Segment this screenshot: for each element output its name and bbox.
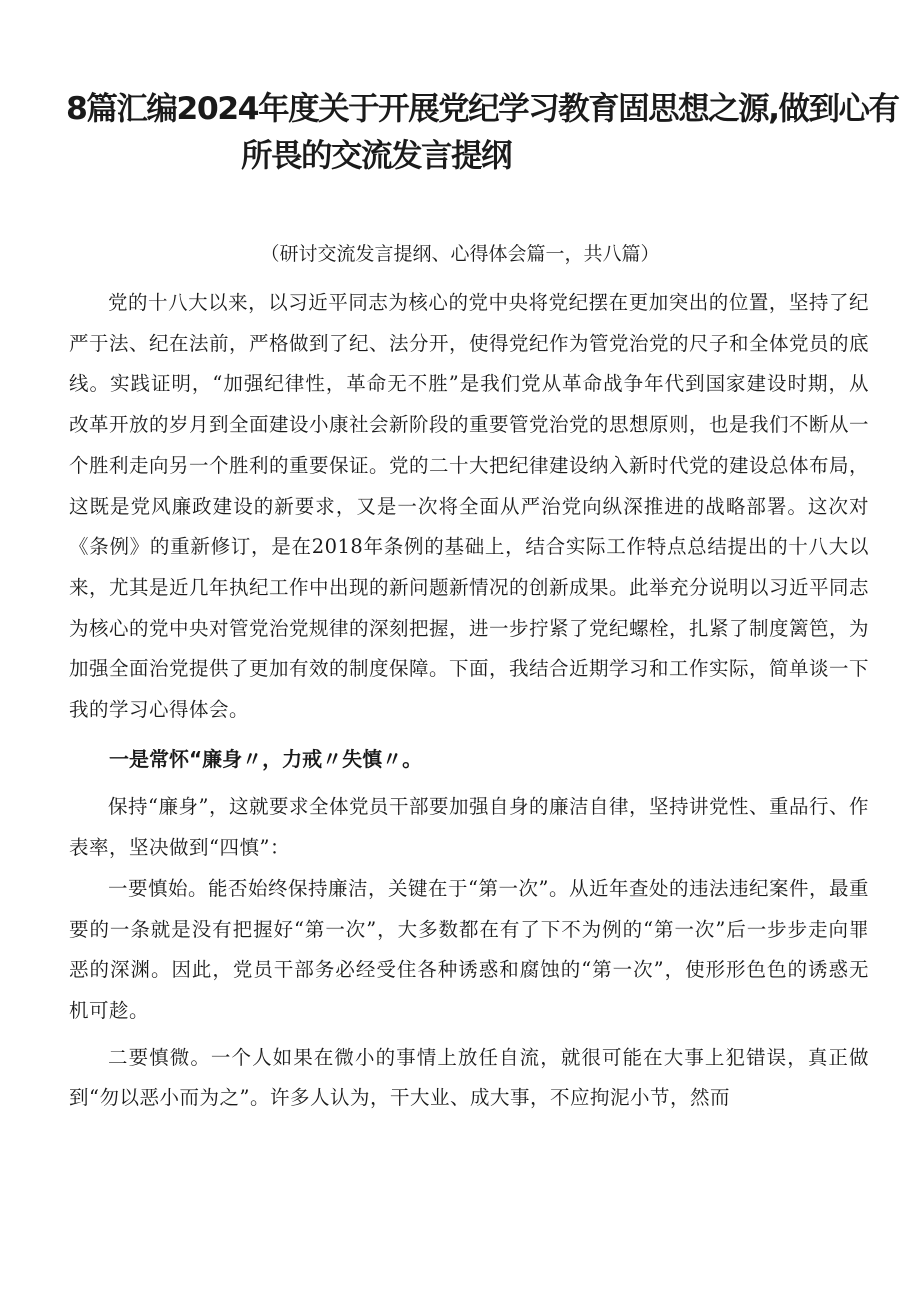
paragraph-shenwei: 二要慎微。一个人如果在微小的事情上放任自流，就很可能在大事上犯错误，真正做到“勿以恶小而为之”。许多人认为，干大业、成大事，不应拘泥小节，然而 [69,1045,869,1110]
paragraph-lianshen: 保持“廉身”，这就要求全体党员干部要加强自身的廉洁自律，坚持讲党性、重品行、作表率，坚决做到“四慎”： [69,795,869,860]
title-line-1: 8篇汇编2024年度关于开展党纪学习教育固思想之源,做到心有 [66,91,899,127]
paragraph-intro: 党的十八大以来，以习近平同志为核心的党中央将党纪摆在更加突出的位置，坚持了纪严于法、纪在法前，严格做到了纪、法分开，使得党纪作为管党治党的尺子和全体党员的底线。实践证明，“加强纪律性，革命无不胜”是我们党从革命战争年代到国家建设时期，从改革开放的岁月到全面建设小康社会新阶段的重要管党治党的思想原则，也是我们不断从一个胜利走向另一个胜利的重要保证。党的二十大把纪律建设纳入新时代党的建设总体布局，这既是党风廉政建设的新要求，又是一次将全面从严治党向纵深推进的战略部署。这次对《条例》的重新修订，是在2018年条例的基础上，结合实际工作特点总结提出的十八大以来，尤其是近几年执纪工作中出现的新问题新情况的创新成果。此举充分说明以习近平同志为核心的党中央对管党治党规律的深刻把握，进一步拧紧了党纪螺栓，扎紧了制度篱笆，为加强全面治党提供了更加有效的制度保障。下面，我结合近期学习和工作实际，简单谈一下我的学习心得体会。 [69,291,870,722]
section-heading: 一是常怀“廉身〃，力戒〃失慎〃。 [109,746,423,771]
title-line-2: 所畏的交流发言提纲 [241,138,512,174]
paragraph-shenshi: 一要慎始。能否始终保持廉洁，关键在于“第一次”。从近年查处的违法违纪案件，最重要的一条就是没有把握好“第一次”，大多数都在有了下不为例的“第一次”后一步步走向罪恶的深渊。因此，党员干部务必经受住各种诱惑和腐蚀的“第一次”，使形形色色的诱惑无机可趁。 [69,876,869,1022]
document-subtitle: （研讨交流发言提纲、心得体会篇一，共八篇） [260,243,660,265]
document-title [66,86,899,180]
document-body [69,283,869,1119]
